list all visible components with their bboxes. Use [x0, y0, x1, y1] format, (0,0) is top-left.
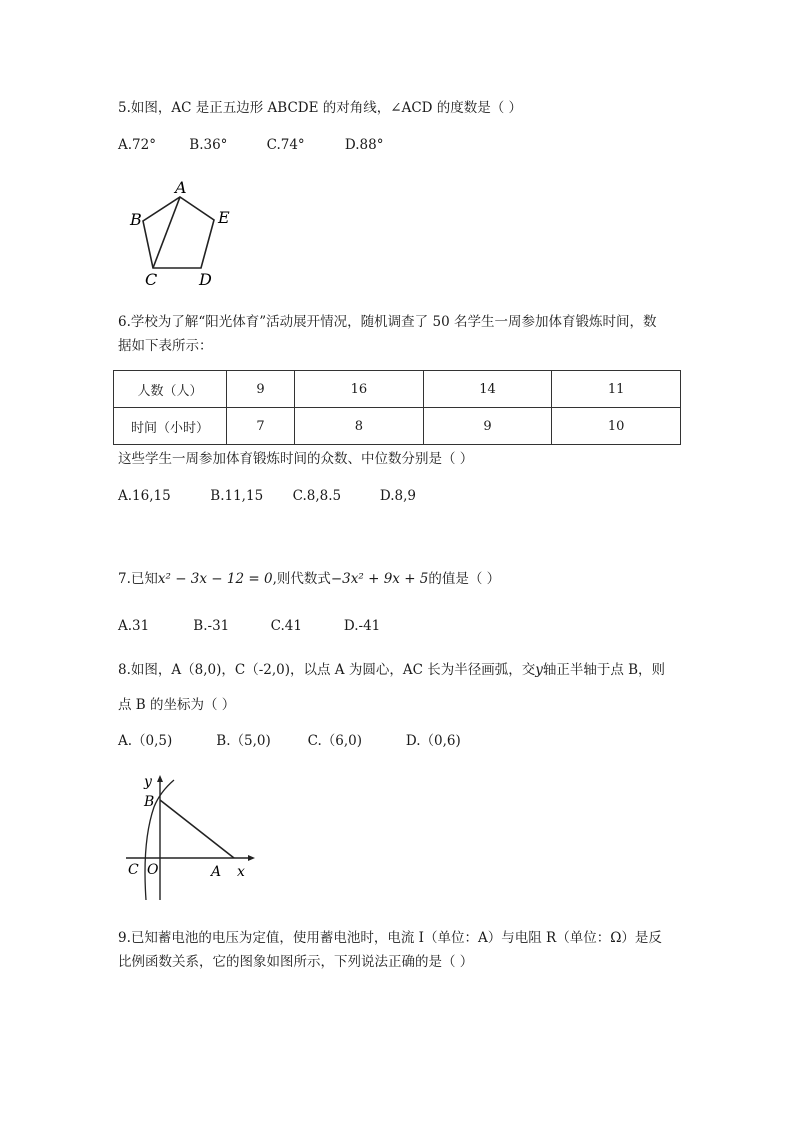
- q7-option-c: C.41: [270, 618, 302, 634]
- label-c: C: [145, 270, 158, 289]
- q6-data-table: [113, 370, 681, 445]
- q5-options: [118, 135, 383, 155]
- label-b: B: [144, 794, 155, 810]
- table-cell: 9: [423, 408, 552, 445]
- label-e: E: [218, 208, 230, 227]
- label-a: A: [211, 864, 222, 880]
- q8-stem-line1: [118, 660, 665, 680]
- row-header-time: 时间（小时）: [114, 408, 227, 445]
- q8-coordinate-figure: [120, 772, 260, 907]
- q7-stem-suffix: 的值是（ ）: [428, 571, 501, 587]
- table-cell: 11: [552, 371, 681, 408]
- row-header-count: 人数（人）: [114, 371, 227, 408]
- x-axis-arrow: [248, 855, 255, 861]
- q7-option-b: B.-31: [193, 618, 230, 634]
- table-cell: 7: [227, 408, 295, 445]
- label-d: D: [199, 270, 212, 289]
- label-a: A: [175, 178, 187, 197]
- q8-stem-var: y: [535, 662, 543, 678]
- q7-stem-prefix: 7.已知: [118, 571, 158, 587]
- q6-option-d: D.8,9: [379, 488, 416, 504]
- q6-option-a: A.16,15: [118, 488, 171, 504]
- table-cell: 10: [552, 408, 681, 445]
- q6-question: 这些学生一周参加体育锻炼时间的众数、中位数分别是（ ）: [118, 451, 474, 467]
- q6-option-b: B.11,15: [210, 488, 264, 504]
- label-x: x: [237, 864, 245, 880]
- q8-stem-line1-b: 轴正半轴于点 B，则: [542, 662, 666, 678]
- q8-stem-line2: 点 B 的坐标为（ ）: [118, 697, 236, 713]
- table-cell: 8: [295, 408, 424, 445]
- y-axis-arrow: [157, 775, 163, 782]
- label-b: B: [130, 210, 142, 229]
- label-y: y: [144, 774, 152, 790]
- table-row: [114, 408, 681, 445]
- q7-equation: x² − 3x − 12 = 0: [157, 571, 273, 587]
- q6-option-c: C.8,8.5: [292, 488, 342, 504]
- table-cell: 9: [227, 371, 295, 408]
- q6-stem-line2: 据如下表所示：: [118, 338, 213, 354]
- q7-options: [118, 616, 380, 636]
- q7-option-a: A.31: [118, 618, 150, 634]
- label-c: C: [128, 862, 139, 878]
- q8-option-c: C.（6,0): [307, 733, 362, 749]
- pentagon-outline: [143, 197, 214, 268]
- q5-option-a: A.72°: [118, 137, 156, 153]
- q8-option-a: A.（0,5): [118, 733, 173, 749]
- q8-options: [118, 731, 461, 751]
- label-o: O: [147, 862, 159, 878]
- q9-stem-line1: 9.已知蓄电池的电压为定值，使用蓄电池时，电流 I（单位：A）与电阻 R（单位：Ω）是反: [118, 930, 662, 946]
- q9-stem-line2: 比例函数关系，它的图象如图所示，下列说法正确的是（ ）: [118, 954, 474, 970]
- q6-stem-line1: 6.学校为了解“阳光体育”活动展开情况，随机调查了 50 名学生一周参加体育锻炼时间，数: [118, 314, 657, 330]
- q7-stem: [118, 569, 500, 589]
- q7-stem-mid: ,则代数式: [272, 571, 331, 587]
- q8-option-b: B.（5,0): [216, 733, 271, 749]
- q6-options: [118, 486, 416, 506]
- q5-option-c: C.74°: [266, 137, 305, 153]
- segment-ba: [160, 800, 234, 858]
- table-cell: 16: [295, 371, 424, 408]
- table-cell: 14: [423, 371, 552, 408]
- q7-option-d: D.-41: [343, 618, 381, 634]
- q5-option-b: B.36°: [189, 137, 228, 153]
- q8-option-d: D.（0,6): [405, 733, 461, 749]
- diagonal-ac: [153, 197, 180, 268]
- q5-stem: 5.如图，AC 是正五边形 ABCDE 的对角线，∠ACD 的度数是（ ）: [118, 100, 523, 116]
- table-row: [114, 371, 681, 408]
- q8-stem-line1-a: 8.如图，A（8,0)，C（-2,0)，以点 A 为圆心，AC 长为半径画弧，交: [118, 662, 536, 678]
- q7-expression: −3x² + 9x + 5: [330, 571, 429, 587]
- q5-pentagon-figure: [125, 175, 245, 295]
- q5-option-d: D.88°: [344, 137, 384, 153]
